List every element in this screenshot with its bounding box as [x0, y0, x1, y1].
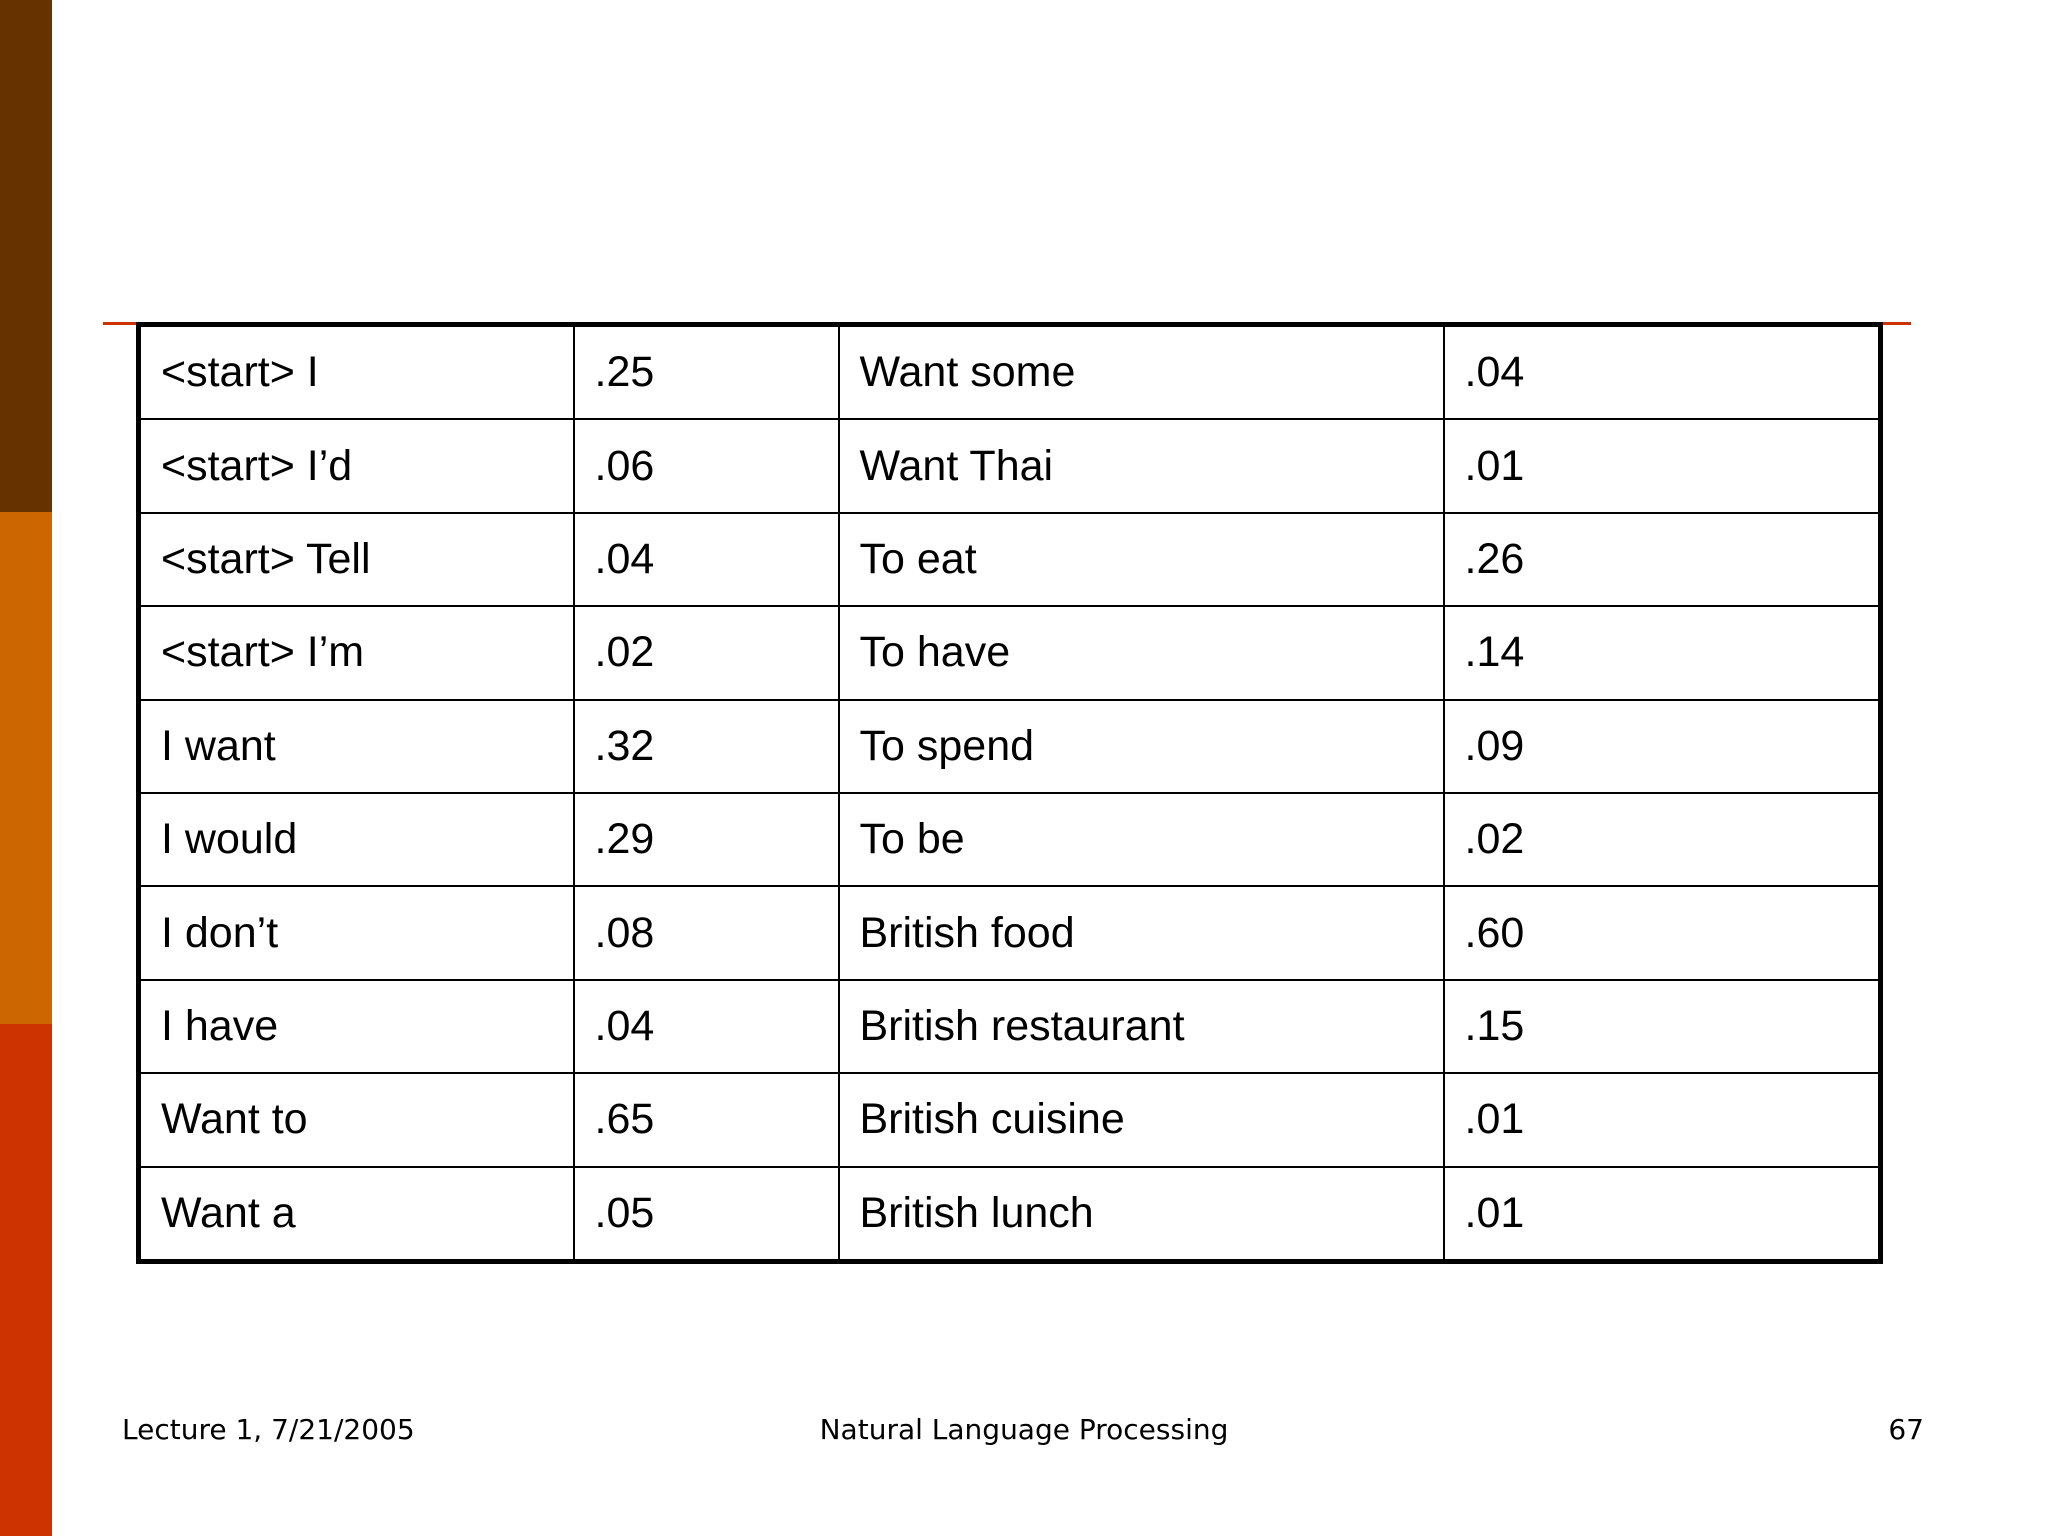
- side-bar-segment-top: [0, 0, 52, 512]
- table-cell-bigram: To be: [839, 793, 1444, 886]
- table-cell-probability: .01: [1444, 1073, 1881, 1166]
- table-cell-probability: .02: [574, 606, 839, 699]
- table-row: [139, 1167, 1881, 1262]
- table-cell-probability: .04: [1444, 325, 1881, 420]
- footer-lecture-date: Lecture 1, 7/21/2005: [122, 1413, 415, 1446]
- table-cell-probability: .01: [1444, 419, 1881, 512]
- footer-page-number: 67: [1888, 1413, 1924, 1446]
- table-row: [139, 793, 1881, 886]
- table-cell-probability: .26: [1444, 513, 1881, 606]
- footer-course-title: Natural Language Processing: [819, 1413, 1229, 1446]
- table-cell-probability: .14: [1444, 606, 1881, 699]
- table-cell-probability: .65: [574, 1073, 839, 1166]
- table-cell-bigram: I don’t: [139, 886, 574, 979]
- table-cell-probability: .08: [574, 886, 839, 979]
- table-cell-probability: .60: [1444, 886, 1881, 979]
- table-cell-probability: .02: [1444, 793, 1881, 886]
- table-row: [139, 606, 1881, 699]
- table-cell-bigram: I would: [139, 793, 574, 886]
- table-cell-bigram: I want: [139, 700, 574, 793]
- table-cell-probability: .09: [1444, 700, 1881, 793]
- table-cell-bigram: British food: [839, 886, 1444, 979]
- table-cell-probability: .06: [574, 419, 839, 512]
- table-cell-probability: .29: [574, 793, 839, 886]
- table-cell-bigram: British cuisine: [839, 1073, 1444, 1166]
- table-cell-probability: .05: [574, 1167, 839, 1262]
- table-cell-bigram: British restaurant: [839, 980, 1444, 1073]
- bigram-probability-table: [136, 322, 1883, 1264]
- table-row: [139, 886, 1881, 979]
- table-cell-bigram: <start> I’m: [139, 606, 574, 699]
- table-cell-bigram: <start> I’d: [139, 419, 574, 512]
- table-cell-probability: .25: [574, 325, 839, 420]
- table-cell-bigram: <start> Tell: [139, 513, 574, 606]
- side-bar-segment-bottom: [0, 1024, 52, 1536]
- table-cell-bigram: Want some: [839, 325, 1444, 420]
- table-cell-bigram: To have: [839, 606, 1444, 699]
- table-row: [139, 1073, 1881, 1166]
- table-cell-probability: .04: [574, 513, 839, 606]
- table-row: [139, 700, 1881, 793]
- side-accent-bar: [0, 0, 52, 1536]
- table-cell-bigram: I have: [139, 980, 574, 1073]
- table-cell-bigram: British lunch: [839, 1167, 1444, 1262]
- table-cell-bigram: <start> I: [139, 325, 574, 420]
- table-cell-bigram: Want Thai: [839, 419, 1444, 512]
- table-cell-probability: .32: [574, 700, 839, 793]
- table-cell-bigram: Want to: [139, 1073, 574, 1166]
- table-row: [139, 513, 1881, 606]
- table-row: [139, 419, 1881, 512]
- table-cell-probability: .15: [1444, 980, 1881, 1073]
- table-row: [139, 980, 1881, 1073]
- table-row: [139, 325, 1881, 420]
- table-cell-probability: .01: [1444, 1167, 1881, 1262]
- table-cell-bigram: To eat: [839, 513, 1444, 606]
- side-bar-segment-middle: [0, 512, 52, 1024]
- table-cell-bigram: Want a: [139, 1167, 574, 1262]
- table-cell-bigram: To spend: [839, 700, 1444, 793]
- table-cell-probability: .04: [574, 980, 839, 1073]
